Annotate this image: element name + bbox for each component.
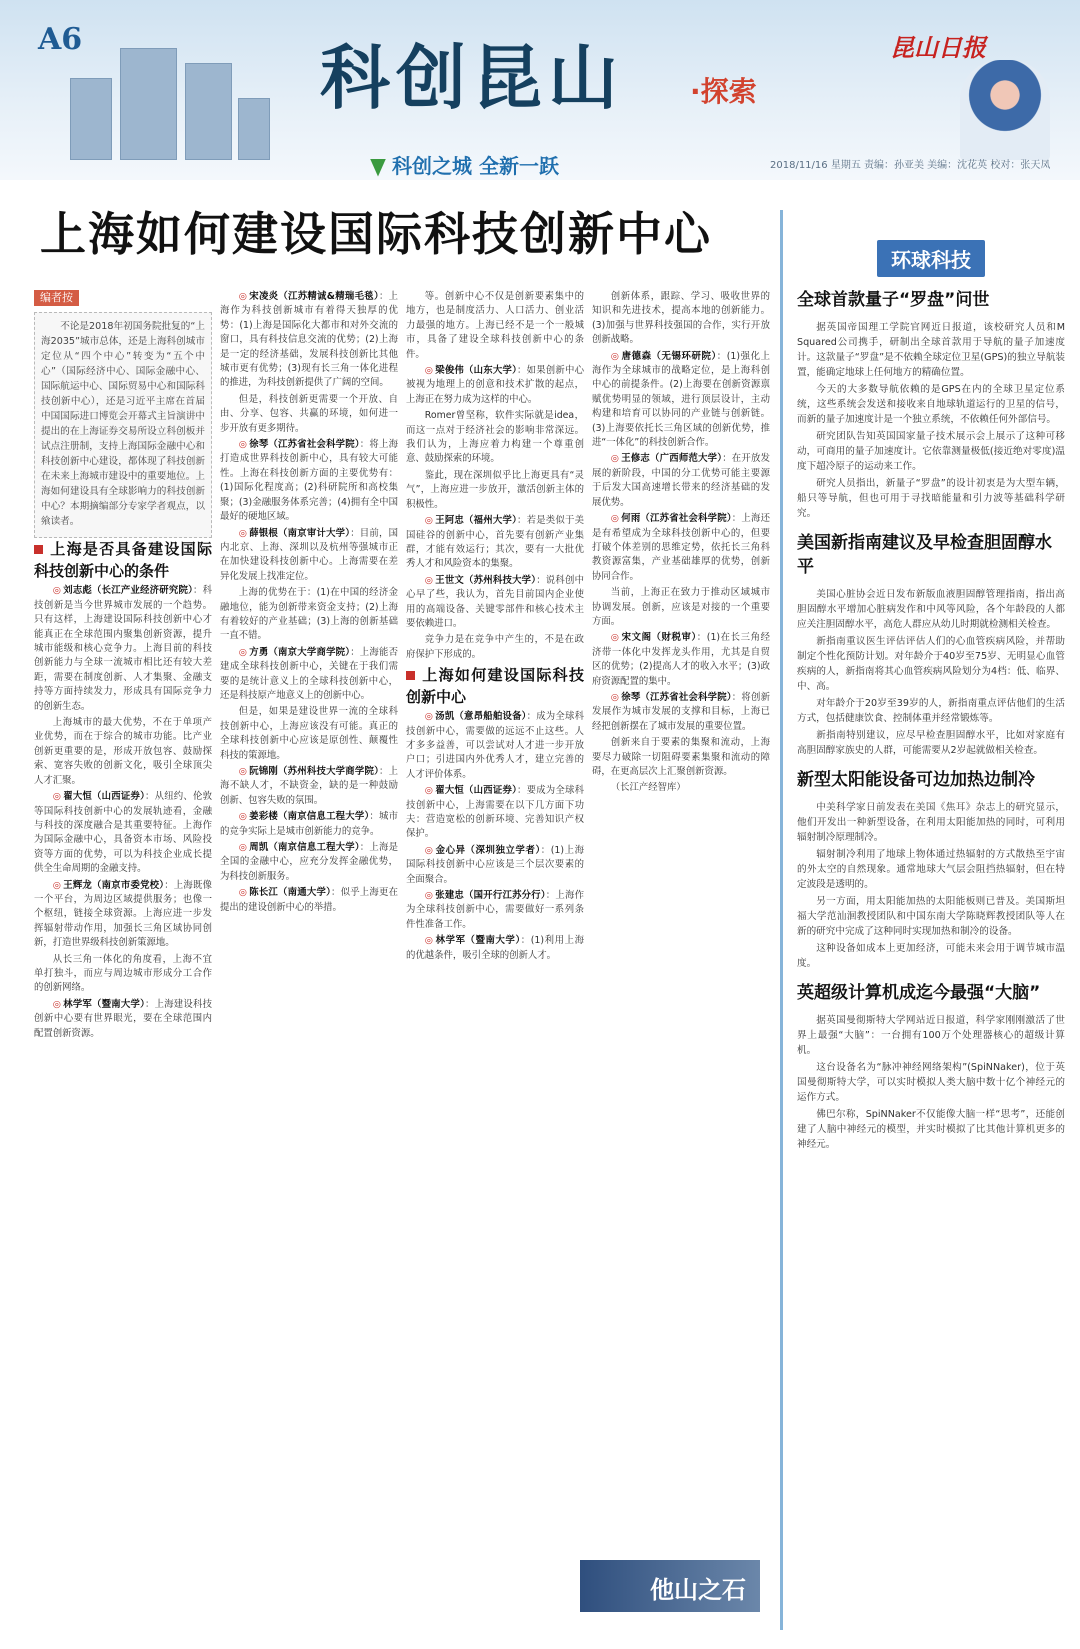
paragraph [406,889,584,932]
paragraph [592,350,770,451]
speaker-name: ◎ 姜彩楼（南京信息工程大学） [239,811,370,822]
paragraph-text: 当前，上海正在致力于推动区域城市协调发展。创新，应该是对接的一个重要方面。 [592,587,770,627]
paragraph [34,998,212,1041]
editor-note [34,312,212,538]
speaker-name: ◎ 林学军（暨南大学） [425,935,521,946]
paragraph-text: ：上海不缺人才，不缺资金，缺的是一种鼓励创新、包容失败的氛围。 [220,766,398,806]
article-column-4 [592,290,770,798]
paragraph-text: Romer曾坚称，软件实际就是idea，而这一点对于经济社会的影响非常深远。我们认为，上海应着力构建一个尊重创意、鼓励探索的环境。 [406,410,584,465]
paragraph [406,844,584,887]
speaker-name: ◎ 王辉龙（南京市委党校） [53,880,164,891]
paragraph-text: ：(1)强化上海作为全球城市的战略定位，是上海科创中心的前提条件。(2)上海要在创新资源禀赋优势明显的领域，进行顶层设计，主动构建和培育可以协同的产业链与创新链。(3)上海要依托长三角区域的创新优势，推进“一体化”的科技创新合作。 [592,350,770,449]
masthead [0,0,1080,180]
sidebar-banner-text: 环球科技 [877,240,985,277]
paragraph [592,452,770,510]
column-title: 科创昆山 [320,36,624,119]
speaker-name: ◎ 徐琴（江苏省社会科学院） [239,439,360,450]
paragraph-text: 等。创新中心不仅是创新要素集中的地方，也是制度活力、人口活力、创业活力最强的地方。上海已经不是一个一般城市，具备了建设全球科技创新中心的条件。 [406,291,584,360]
opera-figure-illustration [960,60,1050,160]
paragraph [406,409,584,467]
paragraph-text: 创新体系，跟踪、学习、吸收世界的知识和先进技术，提高本地的创新能力。(3)加强与世界科技强国的合作，实行开放创新战略。 [592,291,770,346]
paragraph [406,514,584,572]
column-paragraphs [406,290,584,662]
paragraph [34,584,212,714]
sidebar-story-paragraph: 研究团队告知英国国家量子技术展示会上展示了这种可移动，可商用的量子加速度计。它依靠测量极低(接近绝对零度)温度下超冷原子的运动来工作。 [797,431,1065,472]
section-heading: 上海是否具备建设国际科技创新中心的条件 [34,540,212,581]
paragraph [220,586,398,644]
sidebar-story-title: 英超级计算机成迄今最强“大脑” [797,983,1041,1003]
speaker-name: ◎ 宋文阁（财税审） [611,632,697,643]
editor-note-text: 不论是2018年初国务院批复的“上海2035”城市总体，还是上海科创城市定位从“四个中心”转变为“五个中心”（国际经济中心、国际金融中心、国际航运中心、国际贸易中心和国际科技创新中心），还是习近平主席在首届中国国际进口博览会开幕式主旨演讲中提出的在上海证券交易所设立科创板并试点注册制，支持上海国际金融中心和科技创新中心建设，都体现了科技创新在未来上海城市建设中的重要地位。上海如何建设具有全球影响力的科技创新中心？本期摘编部分专家学者观点，以飨读者。 [41,321,205,528]
page-number: A6 [38,22,83,57]
paragraph [34,716,212,788]
paragraph-text: ：(1)利用上海的优越条件，吸引全球的创新人才。 [406,935,584,961]
sidebar-story-paragraph: 佛巴尔称，SpiNNaker不仅能像大脑一样“思考”，还能创建了人脑中神经元的模型，并实时模拟了比其他计算机更多的神经元。 [797,1109,1065,1150]
paragraph [592,781,770,795]
article-body [34,290,769,1630]
paragraph-text: 竞争力是在竞争中产生的，不是在政府保护下形成的。 [406,634,584,660]
speaker-name: ◎ 林学军（暨南大学） [53,999,145,1010]
speaker-name: ◎ 汤凯（意昂船舶设备） [425,711,527,722]
paragraph [220,765,398,808]
speaker-name: ◎ 翟大恒（山西证券） [425,785,517,796]
paragraph [220,527,398,585]
paragraph [406,290,584,362]
paragraph [406,364,584,407]
paragraph-text: ：若是类似于美国硅谷的创新中心，首先要有创新产业集群，才能有效运行；其次，要有一大批优秀人才和风险资本的集聚。 [406,515,584,570]
slogan-text: 科创之城 全新一跃 [392,154,559,178]
sidebar-story-title: 新型太阳能设备可边加热边制冷 [797,770,1035,790]
paragraph-text: ：将上海打造成世界科技创新中心，具有较大可能性。上海在科技创新方面的主要优势有：(1)国际化程度高；(2)科研院所和高校集聚；(3)金融服务体系完善；(4)拥有全中国最好的硬地区域。 [220,439,398,523]
sidebar-story-title: 全球首款量子“罗盘”问世 [797,290,990,310]
speaker-name: ◎ 金心异（深圳独立学者） [425,845,541,856]
paragraph-text: 上海的优势在于：(1)在中国的经济金融地位，能为创新带来资金支持；(2)上海有着较好的产业基础；(3)上海的创新基础一直不错。 [220,587,398,642]
paragraph-text: ：似乎上海更在提出的建设创新中心的举措。 [220,887,398,913]
paragraph-text: 从长三角一体化的角度看，上海不宜单打独斗，而应与周边城市形成分工合作的创新网络。 [34,953,212,994]
paragraph-text: ：上海能否建成全球科技创新中心，关键在于我们需要的是统计意义上的全球科技创新中心，还是科技原产地意义上的创新中心。 [220,646,398,701]
paragraph-text: ：上海建设科技创新中心要有世界眼光，要在全球范围内配置创新资源。 [34,998,212,1039]
paragraph [592,290,770,348]
paragraph [34,790,212,876]
paragraph-text: ：(1)上海国际科技创新中心应该是三个层次要素的全面聚合。 [406,844,585,885]
paragraph [220,290,398,391]
paragraph-text: ：说科创中心早了些，我认为，首先目前国内企业使用的高端设备、关键零部件和核心技术主要依赖进口。 [406,574,584,629]
column-subtitle: ·探索 [690,75,757,108]
article-column-1 [34,290,212,1043]
paragraph-text: 但是，科技创新更需要一个开放、自由、分享、包容、共赢的环境，如何进一步开放有更多期待。 [220,393,398,434]
slogan [370,150,559,179]
paragraph-text: ：上海还是有希望成为全球科技创新中心的，但要打破个体差别的思维定势，依托长三角科教资源富集，产业基础雄厚的优势，创新协同合作。 [592,513,770,582]
paragraph [592,631,770,689]
paragraph [592,736,770,779]
paragraph-text: ：目前，国内北京、上海、深圳以及杭州等强城市正在加快建设科技创新中心。上海需要在差异化发展上找准定位。 [220,527,398,582]
paragraph [220,810,398,839]
speaker-name: ◎ 薛银根（南京审计大学） [239,528,350,539]
sidebar-stories [797,288,1065,1152]
column-paragraphs [34,584,212,1041]
sidebar-story-paragraph: 对年龄介于20岁至39岁的人，新指南重点评估他们的生活方式，包括健康饮食、控制体重并经常锻炼等。 [797,698,1065,724]
speaker-name: ◎ 王阿忠（福州大学） [425,515,517,526]
speaker-name: ◎ 陈长江（南通大学） [239,887,331,898]
sidebar-story-title: 美国新指南建议及早检查胆固醇水平 [797,533,1052,577]
speaker-name: ◎ 刘志彪（长江产业经济研究院） [53,585,193,596]
sidebar-story-paragraph: 据英国帝国理工学院官网近日报道，该校研究人员和M Squared公司携手，研制出全球首款用于导航的量子加速度计。这款量子“罗盘”是不依赖全球定位卫星(GPS)的独立导航装置，能确定地球上任何地方的精确位置。 [797,322,1065,378]
sidebar-story-paragraph: 这台设备名为“脉冲神经网络架构”(SpiNNaker)，位于英国曼彻斯特大学，可以实时模拟人类大脑中数十亿个神经元的运作方式。 [797,1062,1065,1103]
speaker-name: ◎ 方勇（南京大学商学院） [239,647,350,658]
paragraph [592,586,770,629]
speaker-name: ◎ 徐琴（江苏省社会科学院） [611,692,732,703]
paragraph-text: ：上海作为全球科技创新中心，需要做好一系列条件性准备工作。 [406,890,584,930]
paragraph [406,469,584,512]
speaker-name: ◎ 唐德森（无锡环研院） [611,351,717,362]
speaker-name: ◎ 宋凌炎（江苏精诚&精瑞毛毯） [239,291,379,302]
paragraph-text: 但是，如果是建设世界一流的全球科技创新中心，上海应该没有可能。真正的全球科技创新中心应该是原创性、颠覆性科技的策源地。 [220,706,398,761]
sidebar-story-paragraph: 新指南特别建议，应尽早检查胆固醇水平，比如对家庭有高胆固醇家族史的人群，可能需要从2岁起就做相关检查。 [797,730,1065,756]
sidebar-story-paragraph: 中美科学家日前发表在美国《焦耳》杂志上的研究显示，他们开发出一种新型设备，在利用太阳能加热的同时，可利用辐射制冷原理制冷。 [797,802,1065,843]
editor-tag: 编者按 [34,290,79,306]
paragraph [406,784,584,842]
speaker-name: ◎ 王世文（苏州科技大学） [425,575,536,586]
paragraph [220,393,398,436]
paragraph [220,438,398,524]
article-column-3 [406,290,584,965]
paragraph-text: ：要成为全球科技创新中心，上海需要在以下几方面下功夫：营造宽松的创新环境、完善知识产权保护。 [406,785,584,840]
sidebar-story-paragraph: 这种设备如成本上更加经济，可能未来会用于调节城市温度。 [797,943,1065,969]
paragraph [220,646,398,704]
speaker-name: ◎ 梁俊伟（山东大学） [425,365,517,376]
paragraph-text: ：将创新发展作为城市发展的支撑和目标，上海已经把创新摆在了城市发展的重要位置。 [592,691,770,732]
paragraph [220,841,398,884]
credit-line: 2018/11/16 星期五 责编：孙亚美 美编：沈花英 校对：张天凤 [770,160,1051,171]
sidebar [780,210,1065,1630]
article-column-2 [220,290,398,917]
paragraph-text: ：上海既像一个平台，为周边区域提供服务；也像一个枢纽，链接全球资源。上海应进一步发挥辐射带动作用，加强长三角区域协同创新，打造世界级科技创新策源地。 [34,879,212,949]
paragraph [220,705,398,763]
paragraph-text: （长江产经智库） [610,782,686,794]
speaker-name: ◎ 何雨（江苏省社会科学院） [611,513,732,524]
sidebar-story-paragraph: 研究人员指出，新量子“罗盘”的设计初衷是为大型车辆，船只等导航，但也可用于寻找暗能量和引力波等基础科学研究。 [797,478,1065,519]
sidebar-story-paragraph: 美国心脏协会近日发布新版血液胆固醇管理指南，指出高胆固醇水平增加心脏病发作和中风等风险，各个年龄段的人都应关注胆固醇水平，高危人群应从幼儿时期就检测相关检查。 [797,589,1065,630]
speaker-name: ◎ 翟大恒（山西证券） [53,791,145,802]
paragraph-text: ：城市的竞争实际上是城市创新能力的竞争。 [220,811,398,837]
speaker-name: ◎ 周凯（南京信息工程大学） [239,842,360,853]
skyline-illustration [60,40,280,160]
paragraph [406,633,584,662]
paragraph-text: ：成为全球科技创新中心，需要做的远远不止这些。人才多多益善，可以尝试对人才进一步开放户口；引进国内外优秀人才，建立完善的人才评价体系。 [406,711,584,780]
paragraph-text: ：如果创新中心被视为地理上的创意和技术扩散的起点，上海正在努力成为这样的中心。 [406,365,584,405]
paragraph-text: 创新来自于要素的集聚和流动，上海要尽力破除一切阻碍要素集聚和流动的障碍，在更高层次上汇聚创新资源。 [592,737,770,777]
sidebar-story-paragraph: 据英国曼彻斯特大学网站近日报道，科学家刚刚激活了世界上最强“大脑”：一台拥有100万个处理器核心的超级计算机。 [797,1015,1065,1056]
paragraph [406,710,584,782]
speaker-name: ◎ 张建忠（国开行江苏分行） [425,890,546,901]
paragraph [220,886,398,915]
speaker-name: ◎ 王修志（广西师范大学） [611,453,722,464]
paragraph-text: ：(1)在长三角经济带一体化中发挥龙头作用，尤其是自贸区的优势；(2)提高人才的收入水平；(3)政府资源配置的集中。 [592,632,770,687]
speaker-name: ◎ 阮锦刚（苏州科技大学商学院） [239,766,379,777]
paragraph [406,934,584,963]
bottom-banner-text: 他山之石 [650,1575,746,1604]
sidebar-story-paragraph: 新指南重议医生评估评估人们的心血管疾病风险，并帮助制定个性化预防计划。对年龄介于40岁至75岁、无明显心血管疾病的人，新指南将其心血管疾病风险划分为4档：低、临界、中、高。 [797,636,1065,692]
section-heading: 上海如何建设国际科技创新中心 [406,666,584,707]
check-icon [370,159,386,177]
column-paragraphs [406,710,584,963]
paragraph [592,512,770,584]
paragraph [34,953,212,996]
paragraph-text: 鉴此，现在深圳似乎比上海更具有“灵气”，上海应进一步放开，激活创新主体的积极性。 [406,469,584,510]
bottom-banner [580,1560,760,1612]
sidebar-story-paragraph: 今天的大多数导航依赖的是GPS在内的全球卫星定位系统，这些系统会发送和接收来自地球轨道运行的卫星的信号，而新的量子加速度计是一个独立系统，不依赖任何外部信号。 [797,384,1065,425]
paragraph [406,574,584,632]
sidebar-story-paragraph: 另一方面，用太阳能加热的太阳能板则已普及。美国斯坦福大学范汕洄教授团队和中国东南大学陈晓辉教授团队等人在新的研究中完成了这种同时实现加热和制冷的设备。 [797,896,1065,937]
paragraph-text: ：从纽约、伦敦等国际科技创新中心的发展轨迹看，金融与科技的深度融合是其重要特征。上海作为国际金融中心，具备资本市场、风险投资等方面的优势，可以为科技企业成长提供全生命周期的金融支持。 [34,791,212,875]
paragraph-text: ：上海作为科技创新城市有着得天独厚的优势：(1)上海是国际化大都市和对外交流的窗口，具有科技信息交流的优势；(2)上海是一定的经济基础，发展科技创新比其他城市更有优势；(3)现有长三角一体化进程的推进，为科技创新提供了广阔的空间。 [220,291,398,389]
paragraph-text: ：上海是全国的金融中心，应充分发挥金融优势，为科技创新服务。 [220,842,398,882]
article-headline: 上海如何建设国际科技创新中心 [40,207,712,261]
sidebar-banner [857,234,1065,278]
sidebar-story-paragraph: 辐射制冷利用了地球上物体通过热辐射的方式散热至宇宙的外太空的自然现象。通常地球大气层会阻挡热辐射，但在特定波段是透明的。 [797,849,1065,890]
paragraph [34,879,212,951]
paper-name: 昆山日报 [890,33,986,62]
paragraph-text: ：在开放发展的新阶段，中国的分工优势可能主要源于后发大国高速增长带来的经济基础的发展优势。 [592,453,770,508]
paragraph-text: 上海城市的最大优势，不在于单项产业优势，而在于综合的城市功能。比产业创新更重要的是，形成开放包容、鼓励探索、宽容失败的创新文化，吸引全球顶尖人才汇聚。 [34,717,212,786]
paragraph-text: ：科技创新是当今世界城市发展的一个趋势。只有这样，上海建设国际科技创新中心才能真正在全球范围内聚集创新资源，提升城市能级和核心竞争力。上海目前的科技创新能力与全球一流城市相比还有较大差距，需要在制度创新、人才集聚、金融支持等方面持续发力，形成具有国际竞争力的创新生态。 [34,585,212,712]
paragraph [592,691,770,734]
